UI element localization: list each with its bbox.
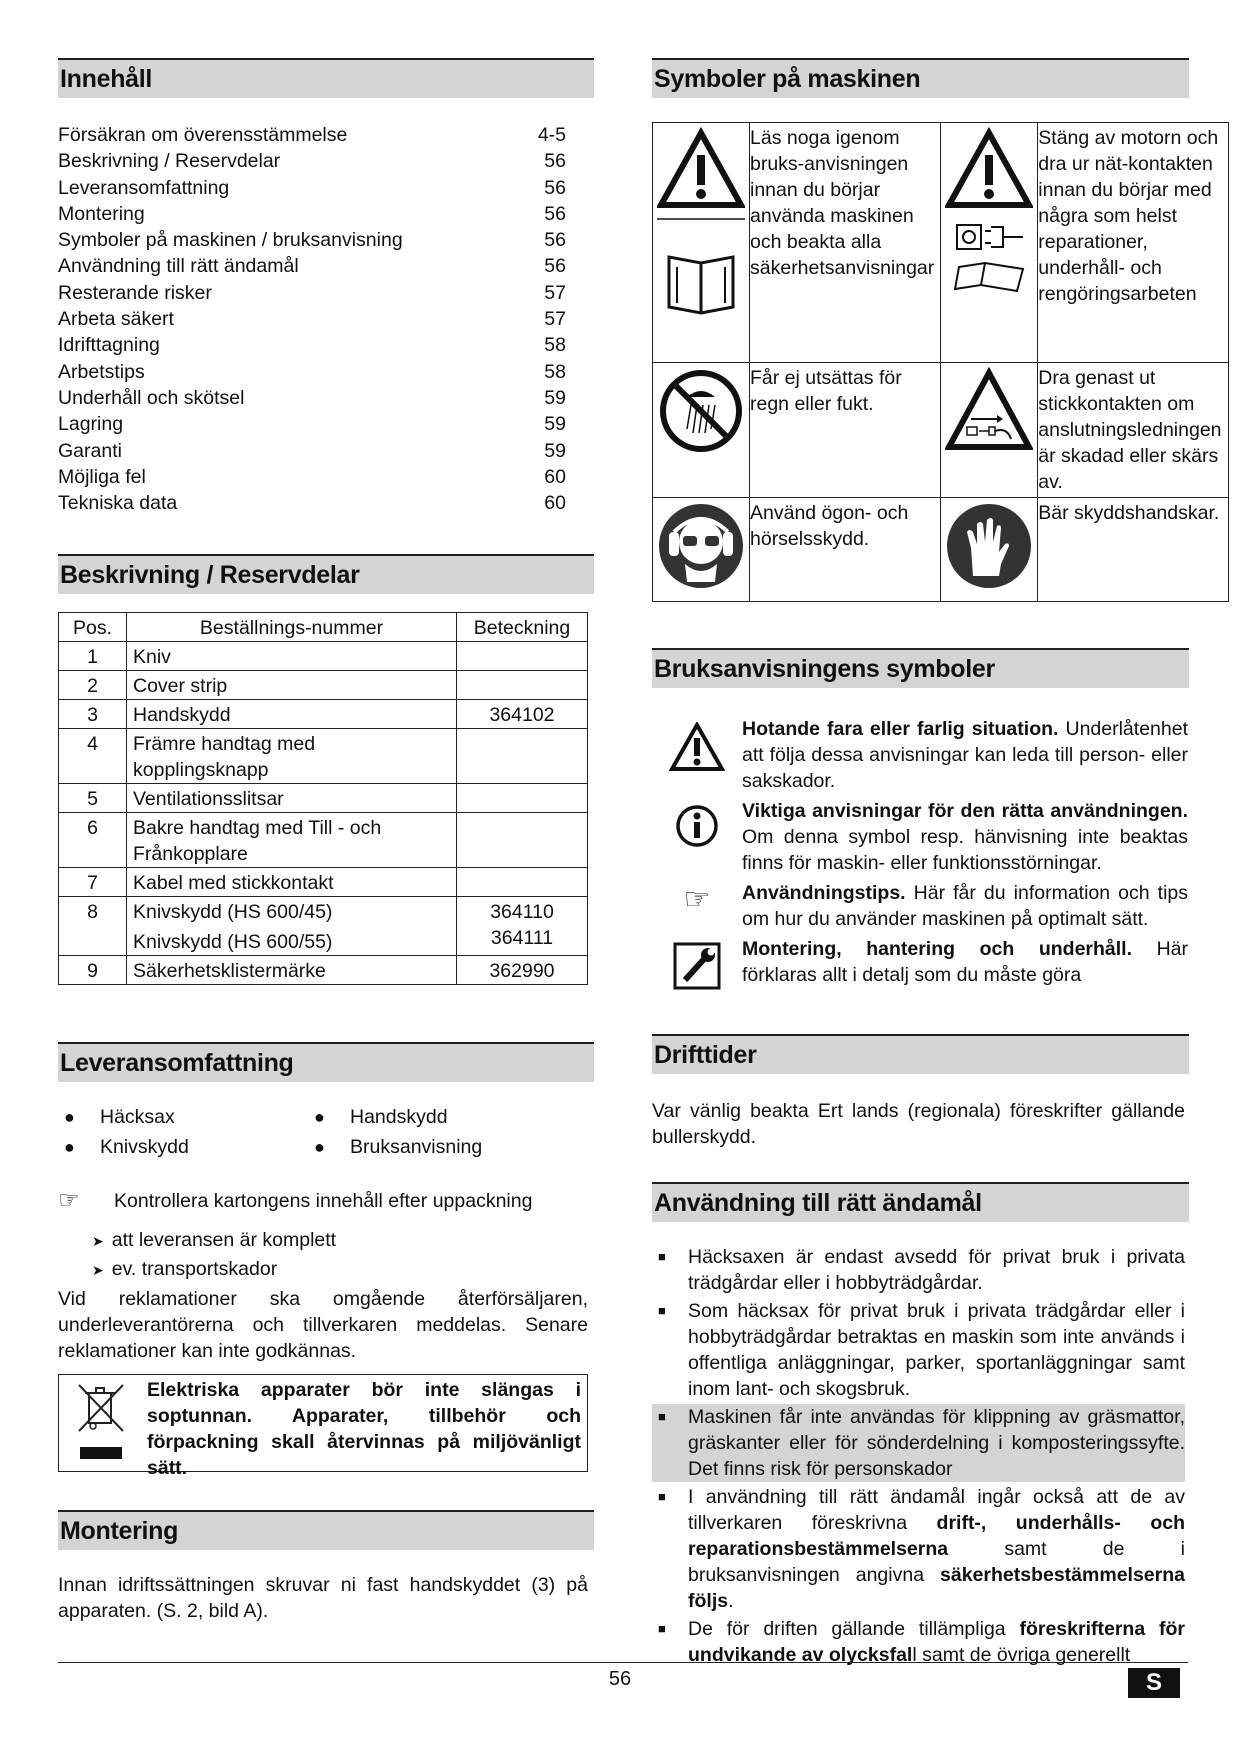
arrow-icon: ➤: [92, 1262, 104, 1278]
crossed-bin-icon: [59, 1375, 143, 1471]
warning-triangle-icon: [652, 716, 742, 794]
cable-text: Dra genast ut stickkontakten om anslutningsledningen är skadad eller skärs av.: [1038, 363, 1228, 498]
table-row: 3 Handskydd 364102: [59, 700, 588, 729]
toc-row[interactable]: Tekniska data 60: [58, 492, 566, 515]
table-row: 6 Bakre handtag med Till - och Frånkopplare: [59, 813, 588, 868]
toc-list: [58, 122, 568, 516]
list-item-highlighted: ■ Maskinen får inte användas för klippning av gräsmattor, gräskanter eller för sönderdelning i komposteringssyfte. Det finns risk för personskador: [652, 1404, 1185, 1482]
no-rain-text: Får ej utsättas för regn eller fukt.: [750, 363, 941, 498]
table-row: 9 Säkerhetsklistermärke 362990: [59, 956, 588, 985]
table-row: 2 Cover strip: [59, 671, 588, 700]
delivery-list-1: ● Häcksax ● Knivskydd: [64, 1106, 189, 1158]
toc-row[interactable]: Arbetstips 58: [58, 360, 566, 383]
footer-rule: [58, 1662, 1188, 1663]
parts-heading: Beskrivning / Reservdelar: [58, 554, 594, 594]
usage-list: [652, 1244, 1185, 1668]
pointing-hand-icon: ☞: [683, 883, 711, 916]
list-item: ■ I användning till rätt ändamål ingår också att de av tillverkaren föreskrivna drift-, underhålls- och reparationsbestämmelserna samt de i bruksanvisningen angivna säkerhetsbestämmelserna följs.: [658, 1486, 1185, 1612]
no-rain-icon: [653, 363, 750, 498]
warning-read-manual-icon: [653, 123, 750, 363]
usage-heading: Användning till rätt ändamål: [652, 1182, 1189, 1222]
eye-ear-protection-text: Använd ögon- och hörselsskydd.: [750, 498, 941, 602]
info-icon: [652, 798, 742, 876]
table-row: 1 Kniv: [59, 642, 588, 671]
toc-row[interactable]: Idrifttagning 58: [58, 334, 566, 357]
claims-paragraph: Vid reklamationer ska omgående återförsäljaren, underleverantörerna och tillverkaren meddelas. Senare reklamationer kan inte godkännas.: [58, 1288, 588, 1362]
table-row: 7 Kabel med stickkontakt: [59, 868, 588, 897]
delivery-heading: Leveransomfattning: [58, 1042, 594, 1082]
warning-unplug-icon: [941, 123, 1038, 363]
read-manual-text: Läs noga igenom bruks-anvisningen innan du börjar använda maskinen och beakta alla säkerhetsanvisningar: [750, 123, 941, 363]
toc-row[interactable]: Symboler på maskinen / bruksanvisning 56: [58, 229, 566, 252]
toc-heading: Innehåll: [58, 58, 594, 98]
mount-text: Innan idriftssättningen skruvar ni fast handskyddet (3) på apparaten. (S. 2, bild A).: [58, 1574, 588, 1622]
table-header-row: [59, 613, 588, 642]
col-header-pos: Pos.: [59, 613, 127, 642]
toc-row[interactable]: Garanti 59: [58, 439, 566, 462]
weee-notice: [58, 1374, 588, 1479]
gloves-icon: [941, 498, 1038, 602]
list-item: ■ Som häcksax för privat bruk i privata trädgårdar eller i hobbyträdgårdar betraktas en maskin som inte används i offentliga anläggningar, parker, sportanläggningar samt inom lant- och skogsbruk.: [658, 1300, 1185, 1400]
language-badge: S: [1128, 1668, 1180, 1698]
toc-row[interactable]: Leveransomfattning 56: [58, 176, 566, 199]
toc-row[interactable]: Arbeta säkert 57: [58, 308, 566, 331]
toc-row[interactable]: Underhåll och skötsel 59: [58, 386, 566, 409]
toc-row[interactable]: Lagring 59: [58, 413, 566, 436]
manual-symbols-heading: Bruksanvisningens symboler: [652, 648, 1189, 688]
col-header-number: Beställnings-nummer: [127, 613, 457, 642]
col-header-label: Beteckning: [457, 613, 588, 642]
danger-item: Hotande fara eller farlig situation. Underlåtenhet att följa dessa anvisningar kan leda till person- eller sakskador.: [652, 716, 1188, 794]
delivery-list-2: ● Handskydd ● Bruksanvisning: [314, 1106, 483, 1158]
pointing-hand-icon: ☞: [58, 1187, 80, 1214]
list-item: ■ De för driften gällande tillämpliga föreskrifterna för undvikande av olycksfall samt de övriga generellt: [658, 1618, 1186, 1666]
toc-row[interactable]: Montering 56: [58, 202, 566, 225]
mount-heading: Montering: [58, 1510, 594, 1550]
op-times-text: Var vänlig beakta Ert lands (regionala) föreskrifter gällande bullerskydd.: [652, 1100, 1185, 1148]
table-row: 8 Knivskydd (HS 600/45) Knivskydd (HS 600/55) 364110 364111: [59, 897, 588, 956]
symbols-heading: Symboler på maskinen: [652, 58, 1189, 98]
op-times-heading: Drifttider: [652, 1034, 1189, 1074]
toc-row[interactable]: Resterande risker 57: [58, 281, 566, 304]
manual-symbols-list: [652, 716, 1188, 994]
wrench-icon: [652, 936, 742, 990]
table-row: 4 Främre handtag med kopplingsknapp: [59, 729, 588, 784]
toc-row[interactable]: Användning till rätt ändamål 56: [58, 255, 566, 278]
info-item: Viktiga anvisningar för den rätta användningen. Om denna symbol resp. hänvisning inte beaktas finns för maskin- eller funktionsstörningar.: [652, 798, 1188, 876]
unplug-text: Stäng av motorn och dra ur nät-kontakten innan du börjar med några som helst reparationer, underhåll- och rengöringsarbeten: [1038, 123, 1228, 363]
arrow-icon: ➤: [92, 1233, 104, 1249]
toc-row[interactable]: Möjliga fel 60: [58, 465, 566, 488]
toc-row[interactable]: Beskrivning / Reservdelar 56: [58, 150, 566, 173]
page-number: 56: [608, 1668, 632, 1690]
eye-ear-protection-icon: [653, 498, 750, 602]
gloves-text: Bär skyddshandskar.: [1038, 498, 1228, 602]
check-list: ➤ att leveransen är komplett ➤ ev. transportskador: [92, 1229, 337, 1280]
symbols-table: [652, 122, 1229, 602]
list-item: ■ Häcksaxen är endast avsedd för privat bruk i privata trädgårdar eller i hobbyträdgårdar.: [658, 1246, 1185, 1294]
tips-item: ☞ Användningstips. Här får du information och tips om hur du använder maskinen på optimalt sätt.: [652, 880, 1188, 932]
parts-table: [58, 612, 588, 985]
weee-text: Elektriska apparater bör inte slängas i soptunnan. Apparater, tillbehör och förpackning skall återvinnas på miljövänligt sätt.: [147, 1379, 581, 1479]
unpack-check: ☞ Kontrollera kartongens innehåll efter uppackning: [58, 1187, 533, 1214]
mount-item: Montering, hantering och underhåll. Här förklaras allt i detalj som du måste göra: [652, 936, 1188, 990]
warning-cable-icon: [941, 363, 1038, 498]
table-row: 5 Ventilationsslitsar: [59, 784, 588, 813]
toc-row[interactable]: Försäkran om överensstämmelse 4-5: [58, 124, 566, 146]
